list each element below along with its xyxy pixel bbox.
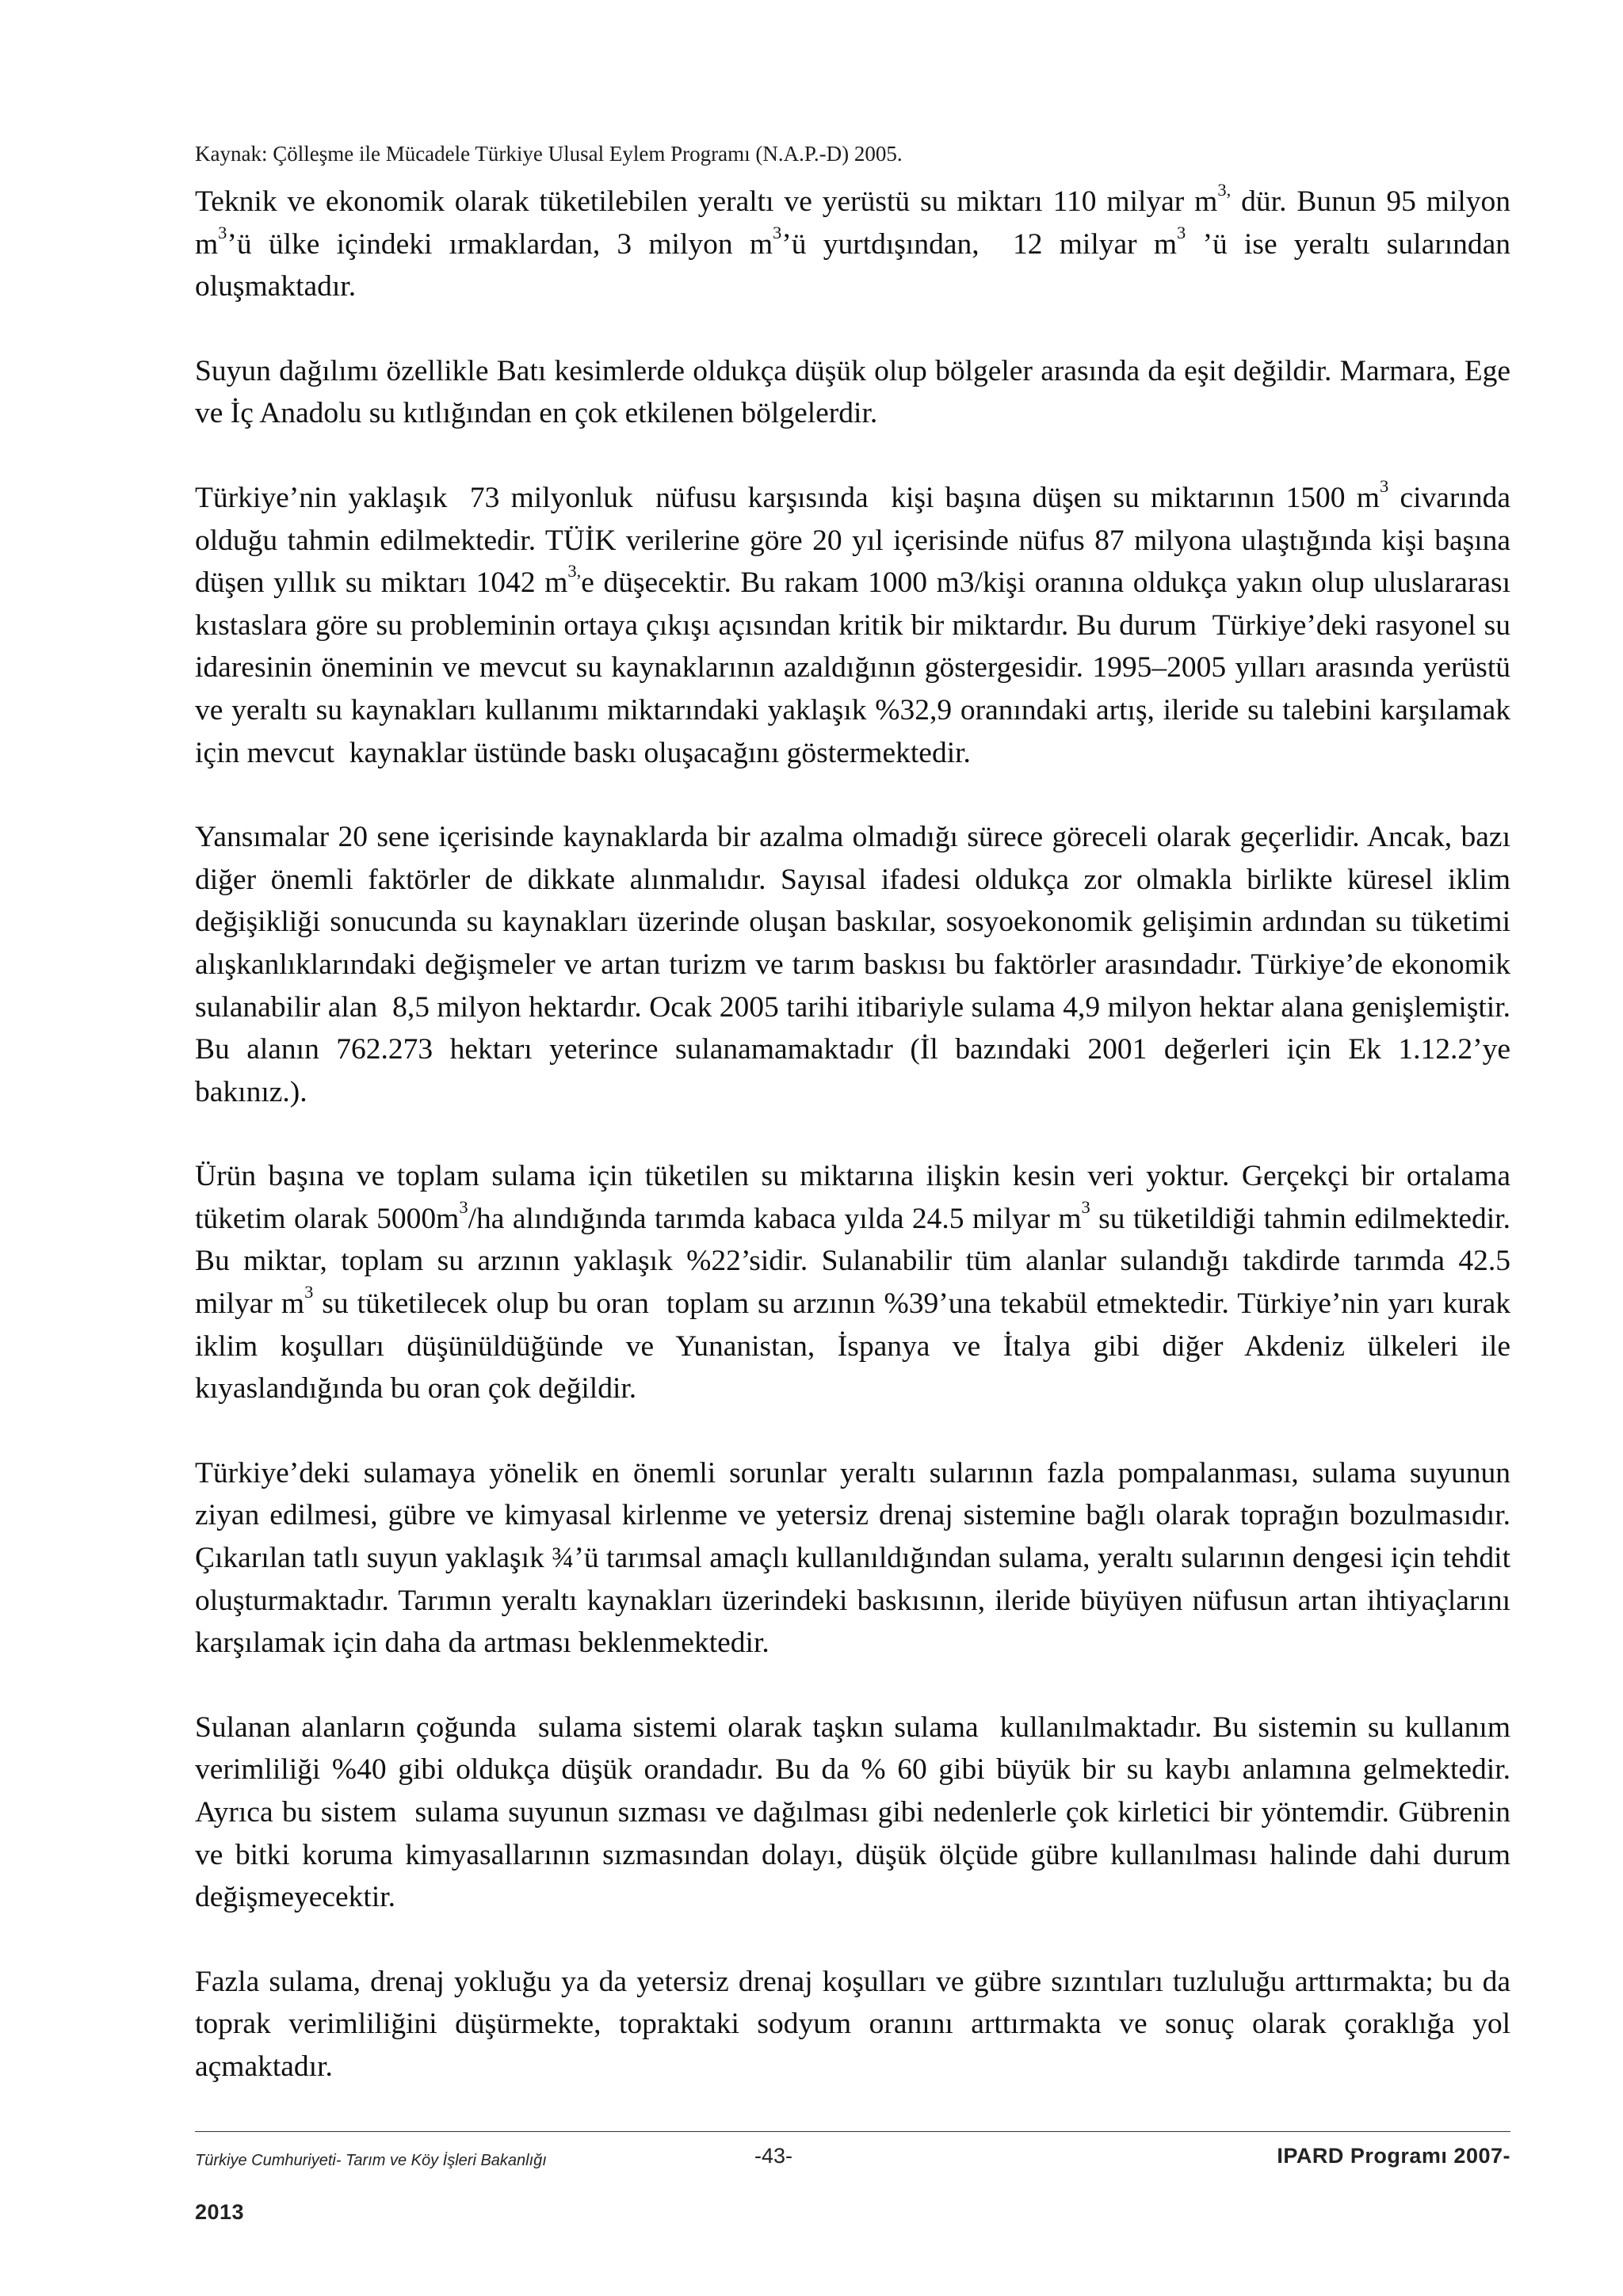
superscript: 3 [459,1196,468,1217]
page-number: -43- [754,2144,793,2168]
text-run: Türkiye’deki sulamaya yönelik en önemli sorunlar yeraltı sularının fazla pompalanması, sulama suyunun ziyan edilmesi, gübre ve kimyasal kirlenme ve yetersiz drenaj sistemine bağlı olarak toprağın bozulmasıdır. Çıkarılan tatlı suyun yaklaşık ¾’ü tarımsal amaçlı kullanıldığından sulama, yeraltı sularının dengesi için tehdit oluşturmaktadır. Tarımın yeraltı kaynakları üzerindeki baskısının, ileride büyüyen nüfusun artan ihtiyaçlarını karşılamak için daha da artması beklenmektedir. [195,1456,1518,1660]
paragraph [195,475,1518,774]
paragraph [195,179,1518,308]
paragraph [195,1452,1518,1665]
text-run: civarında olduğu tahmin edilmektedir. TÜİK verilerine göre 20 yıl içerisinde nüfus 87 milyona ulaştığında kişi başına düşen yıllık su miktarı 1042 m [195,481,1518,600]
superscript: 3 [1177,222,1186,242]
text-run: Fazla sulama, drenaj yokluğu ya da yetersiz drenaj koşulları ve gübre sızıntıları tuzluluğu arttırmakta; bu da toprak verimliliğini düşürmekte, topraktaki sodyum oranını arttırmakta ve sonuç olarak çoraklığa yol açmaktadır. [195,1965,1518,2083]
paragraph [195,816,1518,1113]
text-run: Ürün başına ve toplam sulama için tüketilen su miktarına ilişkin kesin veri yoktur. Gerçekçi bir ortalama tüketim olarak 5000m [195,1160,1518,1235]
text-run: Türkiye’nin yaklaşık 73 milyonluk nüfusu karşısında kişi başına düşen su miktarının 1500 m [195,481,1380,514]
superscript: 3 [1379,475,1389,496]
paragraph [195,1155,1518,1410]
superscript: 3 [773,222,782,242]
text-run: Sulanan alanların çoğunda sulama sistemi olarak taşkın sulama kullanılmaktadır. Bu sistemin su kullanım verimliliği %40 gibi oldukça düşük orandadır. Bu da % 60 gibi büyük bir su kaybı anlamına gelmektedir. Ayrıca bu sistem sulama suyunun sızması ve dağılması gibi nedenlerle çok kirletici bir yöntemdir. Gübrenin ve bitki koruma kimyasallarının sızmasından dolayı, düşük ölçüde gübre kullanılması halinde dahi durum değişmeyecektir. [195,1711,1518,1914]
superscript: 3 [304,1281,314,1302]
text-run: e düşecektir. Bu rakam 1000 m3/kişi oranına oldukça yakın olup uluslararası kıstaslara göre su probleminin ortaya çıkışı açısından kritik bir miktardır. Bu durum Türkiye’deki rasyonel su idaresinin öneminin ve mevcut su kaynaklarının azaldığının göstergesidir. 1995–2005 yılları arasında yerüstü ve yeraltı su kaynakları kullanımı miktarındaki yaklaşık %32,9 oranındaki artış, ileride su talebini karşılamak için mevcut kaynaklar üstünde baskı oluşacağını göstermektedir. [195,566,1518,769]
text-run: Suyun dağılımı özellikle Batı kesimlerde oldukça düşük olup bölgeler arasında da eşit değildir. Marmara, Ege ve İç Anadolu su kıtlığından en çok etkilenen bölgelerdir. [195,354,1518,430]
text-run: ’ü ise yeraltı sularından oluşmaktadır. [195,227,1518,303]
footer-program-year: 2013 [195,2200,245,2224]
body-text [195,179,1518,2088]
superscript: 3, [1217,179,1232,200]
text-run: Teknik ve ekonomik olarak tüketilebilen yeraltı ve yerüstü su miktarı 110 milyar m [195,185,1218,218]
text-run: ’ü ülke içindeki ırmaklardan, 3 milyon m [227,227,773,261]
footer-program: IPARD Programı 2007- [1277,2144,1510,2168]
paragraph [195,1961,1518,2088]
source-line: Kaynak: Çölleşme ile Mücadele Türkiye Ulusal Eylem Programı (N.A.P.-D) 2005. [195,142,903,166]
text-run: dür. Bunun 95 milyon m [195,185,1518,261]
superscript: 3, [567,561,582,582]
footer-divider [195,2131,1510,2132]
text-run: Yansımalar 20 sene içerisinde kaynaklarda bir azalma olmadığı sürece göreceli olarak geçerlidir. Ancak, bazı diğer önemli faktörler de dikkate alınmalıdır. Sayısal ifadesi oldukça zor olmakla birlikte küresel iklim değişikliği sonucunda su kaynakları üzerinde oluşan baskılar, sosyoekonomik gelişimin ardından su tüketimi alışkanlıklarındaki değişmeler ve artan turizm ve tarım baskısı bu faktörler arasındadır. Türkiye’de ekonomik sulanabilir alan 8,5 milyon hektardır. Ocak 2005 tarihi itibariyle sulama 4,9 milyon hektar alana genişlemiştir. Bu alanın 762.273 hektarı yeterince sulanamamaktadır (İl bazındaki 2001 değerleri için Ek 1.12.2’ye bakınız.). [195,821,1518,1108]
text-run: ’ü yurtdışından, 12 milyar m [781,227,1178,261]
text-run: /ha alındığında tarımda kabaca yılda 24.5 milyar m [468,1202,1082,1235]
paragraph [195,1707,1518,1919]
text-run: su tüketilecek olup bu oran toplam su arzının %39’una tekabül etmektedir. Türkiye’nin yarı kurak iklim koşulları düşünüldüğünde ve Yunanistan, İspanya ve İtalya gibi diğer Akdeniz ülkeleri ile kıyaslandığında bu oran çok değildir. [195,1287,1518,1405]
superscript: 3 [1081,1196,1090,1217]
superscript: 3 [218,222,227,242]
paragraph [195,350,1518,435]
text-run: su tüketildiği tahmin edilmektedir. Bu miktar, toplam su arzının yaklaşık %22’sidir. Sulanabilir tüm alanlar sulandığı takdirde tarımda 42.5 milyar m [195,1202,1518,1321]
footer-ministry: Türkiye Cumhuriyeti- Tarım ve Köy İşleri Bakanlığı [195,2152,547,2169]
